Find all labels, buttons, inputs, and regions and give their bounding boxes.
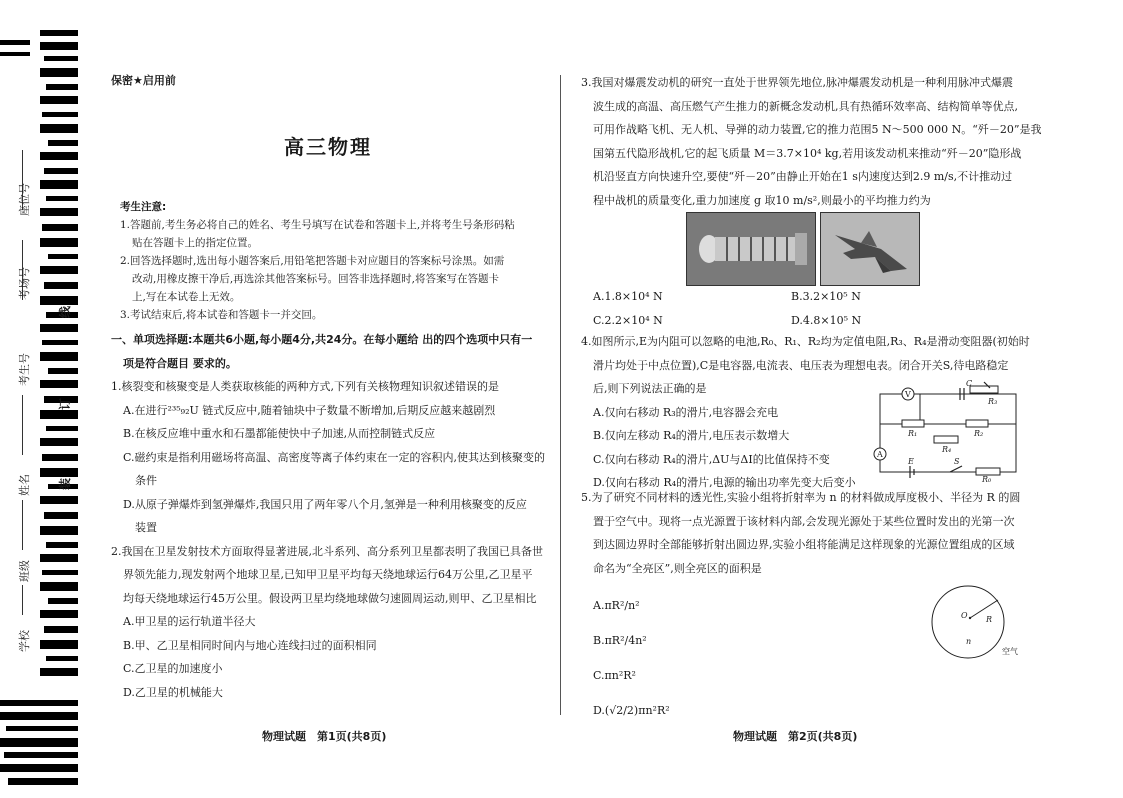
fighter-jet-photo (820, 212, 920, 286)
side-label-class: 班级 (18, 560, 31, 582)
q1-option-b: B.在核反应堆中重水和石墨都能使快中子加速,从而控制链式反应 (123, 427, 436, 440)
q2-stem: 2.我国在卫星发射技术方面取得显著进展,北斗系列、高分系列卫星都表明了我国已具备世 (111, 544, 543, 558)
q5-option-a: A.πR²/n² (593, 599, 640, 612)
circle-label-air: 空气 (1002, 647, 1018, 656)
note-line: 改动,用橡皮擦干净后,再选涂其他答案标号。回答非选择题时,将答案写在答题卡 (132, 273, 500, 285)
left-column (111, 328, 551, 704)
notes-heading: 考生注意: (120, 201, 167, 213)
circle-label-radius: R (986, 615, 993, 624)
q2-option-c: C.乙卫星的加速度小 (123, 662, 223, 675)
binding-mark-xian: 线 (58, 305, 72, 318)
circuit-label-v: V (905, 390, 911, 399)
q5-option-d: D.(√2/2)πn²R² (593, 704, 670, 717)
barcode-pattern (0, 30, 78, 794)
footer-right: 物理试题 第2页(共8页) (733, 730, 858, 743)
note-line: 1.答题前,考生务必将自己的姓名、考生号填写在试卷和答题卡上,并将考生号条形码粘 (120, 219, 515, 231)
q1-option-a: A.在进行²³⁵₉₂U 链式反应中,随着铀块中子数量不断增加,后期反应越来越剧烈 (123, 403, 496, 417)
circuit-label-r4: R₄ (942, 445, 952, 454)
student-id-line (22, 395, 23, 455)
circuit-label-r1: R₁ (908, 429, 918, 438)
q5-block (581, 486, 1021, 580)
q1-option-c: C.磁约束是指利用磁场将高温、高密度等离子体约束在一定的容积内,使其达到核聚变的 (123, 450, 546, 464)
q5-option-b: B.πR²/4n² (593, 634, 647, 647)
circuit-label-a: A (877, 450, 883, 459)
side-label-student-id: 考生号 (18, 353, 31, 386)
section-heading: 一、单项选择题:本题共6小题,每小题4分,共24分。在每小题给 出的四个选项中只有一 (111, 333, 533, 346)
q5-options (593, 588, 670, 728)
q5-stem: 5.为了研究不同材料的透光性,实验小组将折射率为 n 的材料做成厚度极小、半径为 R 的圆 (581, 491, 1021, 504)
q5-stem-cont: 到达圆边界时全部能够折射出圆边界,实验小组将能满足这样现象的光源位置组成的区域 (593, 538, 1015, 551)
q3-stem-cont: 可用作战略飞机、无人机、导弹的动力装置,它的推力范围5 N～500 000 N。“歼－20”是我 (593, 123, 1042, 136)
circle-figure (928, 582, 1028, 662)
q3-stem-cont: 国第五代隐形战机,它的起飞质量 M＝3.7×10⁴ kg,若用该发动机来推动“歼－20”隐形战 (593, 146, 1022, 160)
q3-option-c: C.2.2×10⁴ N (593, 313, 663, 327)
q3-stem-cont: 程中战机的质量变化,重力加速度 g 取10 m/s²,则最小的平均推力约为 (593, 193, 931, 207)
name-line (22, 500, 23, 550)
q4-option-c: C.仅向右移动 R₄的滑片,ΔU与ΔI的比值保持不变 (593, 452, 830, 466)
circle-label-index: n (966, 637, 972, 646)
q3-option-b: B.3.2×10⁵ N (791, 290, 861, 303)
note-line: 2.回答选择题时,选出每小题答案后,用铅笔把答题卡对应题目的答案标号涂黑。如需 (120, 255, 505, 267)
note-line: 上,写在本试卷上无效。 (132, 291, 241, 303)
class-line (22, 585, 23, 615)
q5-option-c: C.πn²R² (593, 669, 636, 682)
q3-options (593, 285, 1013, 332)
q1-option-d: D.从原子弹爆炸到氢弹爆炸,我国只用了两年零八个月,氢弹是一种利用核聚变的反应 (123, 497, 527, 511)
q5-stem-cont: 置于空气中。现将一点光源置于该材料内部,会发现光源处于某些位置时发出的光第一次 (593, 514, 1015, 528)
circuit-label-s: S (954, 457, 960, 466)
confidential-mark: 保密★启用前 (111, 74, 176, 87)
section-heading-cont: 项是符合题目 要求的。 (123, 356, 237, 370)
q2-stem-cont: 界领先能力,现发射两个地球卫星,已知甲卫星平均每天绕地球运行64万公里,乙卫星平 (123, 568, 533, 581)
side-label-exam-room: 考场号 (18, 267, 31, 300)
circuit-diagram (870, 378, 1020, 482)
circle-label-center: O (961, 611, 968, 620)
q3-block (581, 71, 1042, 212)
q2-option-d: D.乙卫星的机械能大 (123, 685, 223, 699)
q4-option-b: B.仅向左移动 R₄的滑片,电压表示数增大 (593, 429, 790, 442)
q4-stem-cont: 滑片均处于中点位置),C是电容器,电流表、电压表为理想电表。闭合开关S,待电路稳定 (593, 358, 1009, 372)
q3-stem-cont: 波生成的高温、高压燃气产生推力的新概念发动机,具有热循环效率高、结构简单等优点, (593, 99, 1018, 113)
q4-stem: 4.如图所示,E为内阻可以忽略的电池,R₀、R₁、R₂均为定值电阻,R₃、R₄是滑动变阻器(初始时 (581, 335, 1030, 348)
q3-option-d: D.4.8×10⁵ N (791, 313, 862, 327)
engine-photo (686, 212, 816, 286)
q4-option-a: A.仅向右移动 R₃的滑片,电容器会充电 (593, 405, 779, 419)
circuit-label-e: E (908, 457, 914, 466)
candidate-notes (120, 198, 515, 324)
q2-option-b: B.甲、乙卫星相同时间内与地心连线扫过的面积相同 (123, 638, 377, 652)
note-line: 3.考试结束后,将本试卷和答题卡一并交回。 (120, 309, 323, 321)
binding-mark-ding: 订 (58, 397, 72, 410)
side-label-school: 学校 (18, 630, 31, 652)
circuit-label-c: C (966, 379, 973, 388)
binding-mark-zhuang: 装 (58, 477, 72, 490)
side-label-name: 姓名 (18, 474, 31, 496)
q1-option-d-cont: 装置 (135, 521, 157, 534)
page-title: 高三物理 (284, 135, 372, 159)
binding-strip (0, 30, 78, 794)
note-line: 贴在答题卡上的指定位置。 (132, 237, 258, 249)
q3-stem-cont: 机沿竖直方向快速升空,要使“歼－20”由静止开始在1 s内速度达到2.9 m/s,不计推动过 (593, 170, 1013, 183)
q2-option-a: A.甲卫星的运行轨道半径大 (123, 615, 256, 628)
q5-stem-cont: 命名为“全亮区”,则全亮区的面积是 (593, 561, 762, 575)
circuit-label-r3: R₃ (988, 397, 998, 406)
side-label-seat: 座位号 (18, 183, 31, 216)
footer-left: 物理试题 第1页(共8页) (262, 730, 387, 743)
q4-stem-cont: 后,则下列说法正确的是 (593, 382, 707, 395)
q4-option-d: D.仅向右移动 R₄的滑片,电源的输出功率先变大后变小 (593, 476, 856, 489)
q3-option-a: A.1.8×10⁴ N (593, 290, 663, 303)
q1-option-c-cont: 条件 (135, 474, 157, 487)
circuit-label-r2: R₂ (974, 429, 984, 438)
page-divider (560, 75, 561, 715)
q3-stem: 3.我国对爆震发动机的研究一直处于世界领先地位,脉冲爆震发动机是一种利用脉冲式爆震 (581, 76, 1013, 89)
circuit-label-r0: R₀ (982, 475, 992, 482)
q1-stem: 1.核裂变和核聚变是人类获取核能的两种方式,下列有关核物理知识叙述错误的是 (111, 380, 499, 393)
q2-stem-cont: 均每天绕地球运行45万公里。假设两卫星均绕地球做匀速圆周运动,则甲、乙卫星相比 (123, 591, 537, 605)
